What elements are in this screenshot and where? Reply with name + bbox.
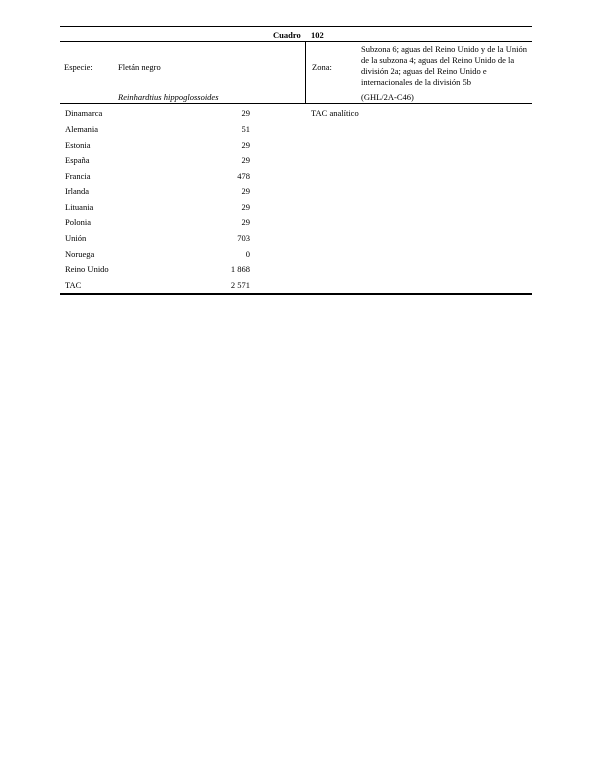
quota-value: 29 [241, 186, 250, 196]
common-name: Fletán negro [118, 62, 161, 72]
country-name: Lituania [65, 202, 94, 212]
quota-value: 1 868 [230, 264, 250, 274]
country-name: Reino Unido [65, 264, 109, 274]
quota-value: 478 [237, 171, 250, 181]
tac-type: TAC analítico [311, 108, 359, 118]
species-zone-divider [305, 41, 306, 103]
scientific-name: Reinhardtius hippoglossoides [118, 92, 219, 102]
country-name: Polonia [65, 217, 91, 227]
header-bottom-rule [60, 103, 532, 104]
table-bottom-rule [60, 293, 532, 295]
country-name: Estonia [65, 140, 91, 150]
zone-code: (GHL/2A-C46) [361, 92, 414, 102]
quota-value: 29 [241, 202, 250, 212]
table-top-rule [60, 26, 532, 27]
country-name: Noruega [65, 249, 95, 259]
quota-value: 29 [241, 155, 250, 165]
cuadro-label: Cuadro [273, 30, 301, 40]
quota-value: 29 [241, 217, 250, 227]
quota-value: 703 [237, 233, 250, 243]
quota-value: 0 [245, 249, 250, 259]
quota-value: 29 [241, 140, 250, 150]
country-name: Francia [65, 171, 91, 181]
country-name: Alemania [65, 124, 99, 134]
country-name: Unión [65, 233, 87, 243]
country-name: Irlanda [65, 186, 90, 196]
cuadro-number: 102 [311, 30, 324, 40]
country-name: Dinamarca [65, 108, 103, 118]
zone-description: Subzona 6; aguas del Reino Unido y de la Unión de la subzona 4; aguas del Reino Unido de la división 2a; aguas del Reino Unido e internacionales de la división 5b [361, 44, 527, 87]
title-rule [60, 41, 532, 42]
zona-label: Zona: [312, 62, 332, 72]
total-value: 2 571 [230, 280, 250, 290]
especie-label: Especie: [64, 62, 93, 72]
total-label: TAC [65, 280, 82, 290]
quota-value: 51 [241, 124, 250, 134]
country-name: España [65, 155, 90, 165]
quota-value: 29 [241, 108, 250, 118]
